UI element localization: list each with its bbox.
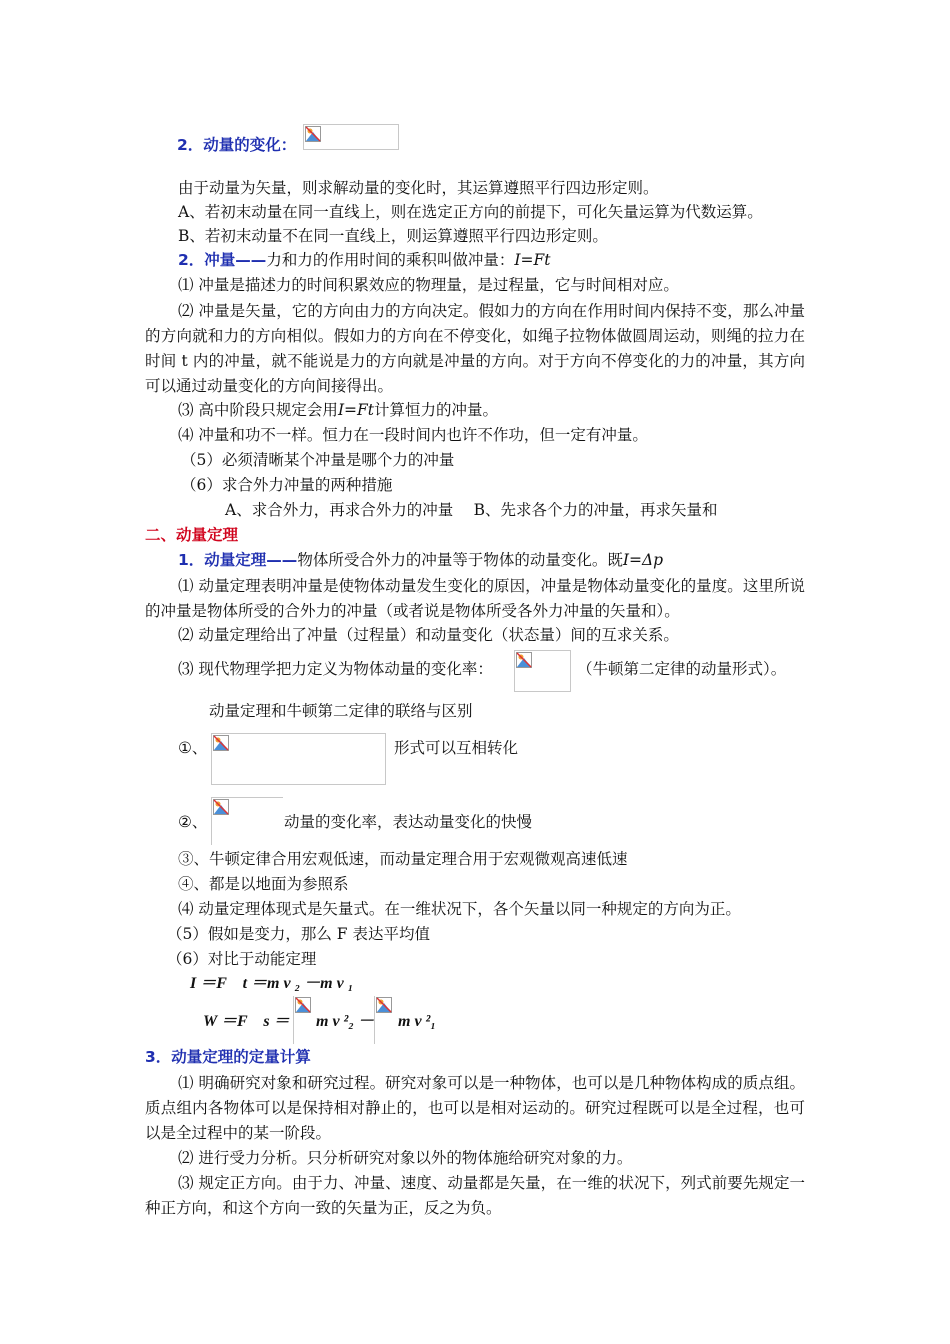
impulse-heading: [178, 249, 550, 271]
text-line: ④、都是以地面为参照系: [178, 875, 349, 893]
formula-image-placeholder: [211, 797, 283, 845]
equation: I ＝F t ＝m v ₂ －m v ₁: [190, 975, 354, 992]
equation: m v ²₁: [398, 1013, 436, 1030]
text-line: ⑷ 动量定理体现式是矢量式。在一维状况下，各个矢量以同一种规定的方向为正。: [178, 900, 741, 918]
formula-image-placeholder: [303, 124, 399, 150]
text-line: ⑴ 冲量是描述力的时间积累效应的物理量，是过程量，它与时间相对应。: [178, 276, 679, 294]
paragraph: ⑴ 动量定理表明冲量是使物体动量发生变化的原因，冲量是物体动量变化的量度。这里所说的冲量是物体所受的合外力的冲量（或者说是物体所受各外力冲量的矢量和）。: [145, 577, 805, 620]
text-line: （牛顿第二定律的动量形式）。: [577, 660, 787, 678]
broken-image-icon: [305, 126, 321, 142]
formula-image-placeholder: [514, 650, 571, 692]
section-heading: 二、动量定理: [145, 526, 239, 544]
text-line: ①、: [178, 739, 208, 757]
text: 计算恒力的冲量。: [374, 401, 499, 419]
heading-term: 动量定理——: [204, 551, 298, 569]
text-line: （5）必须清晰某个冲量是哪个力的冲量: [181, 451, 455, 469]
broken-image-icon: [213, 735, 229, 751]
broken-image-icon: [376, 997, 392, 1013]
text-line: [178, 399, 498, 421]
broken-image-icon: [213, 799, 229, 815]
equation: W ＝F s ＝: [203, 1013, 290, 1030]
heading-number: 2．: [178, 251, 205, 269]
paragraph: ⑵ 冲量是矢量，它的方向由力的方向决定。假如力的方向在作用时间内保持不变，那么冲量的方向就和力的方向相似。假如力的方向在不停变化，如绳子拉物体做圆周运动，则绳的拉力在时间 t 内的冲量，就不能说是力的方向就是冲量的方向。对于方向不停变化的力的冲量，其方向可以通过动量变化的方向间接得出。: [145, 302, 805, 395]
heading-number: 1．: [178, 551, 205, 569]
text: ⑶ 高中阶段只规定会用: [178, 401, 338, 419]
text-line: A、若初末动量在同一直线上，则在选定正方向的前提下，可化矢量运算为代数运算。: [178, 203, 763, 221]
formula: I=Ft: [514, 251, 551, 269]
text-line: （5）假如是变力，那么 F 表达平均值: [167, 925, 430, 943]
heading-text: 力和力的作用时间的乘积叫做冲量：: [266, 251, 515, 269]
text-line: 动量的变化率，表达动量变化的快慢: [284, 813, 533, 831]
theorem-heading: [178, 549, 663, 571]
heading-text: 物体所受合外力的冲量等于物体的动量变化。既: [297, 551, 623, 569]
text-line: 由于动量为矢量，则求解动量的变化时，其运算遵照平行四边形定则。: [178, 179, 659, 197]
text-line: ⑷ 冲量和功不一样。恒力在一段时间内也许不作功，但一定有冲量。: [178, 426, 648, 444]
formula: I=Δp: [622, 551, 664, 569]
formula-image-placeholder: [374, 996, 393, 1044]
text-line: ⑵ 进行受力分析。只分析研究对象以外的物体施给研究对象的力。: [178, 1149, 633, 1167]
broken-image-icon: [516, 652, 532, 668]
formula: I=Ft: [337, 401, 375, 419]
momentum-change-heading: 2．动量的变化：: [177, 136, 297, 154]
text-line: B、若初末动量不在同一直线上，则运算遵照平行四边形定则。: [178, 227, 608, 245]
text-line: （6）求合外力冲量的两种措施: [181, 476, 393, 494]
text-line: ②、: [178, 813, 208, 831]
broken-image-icon: [295, 997, 311, 1013]
calc-heading: 3．动量定理的定量计算: [145, 1048, 311, 1066]
paragraph: ⑶ 规定正方向。由于力、冲量、速度、动量都是矢量，在一维的状况下，列式前要先规定一种正方向，和这个方向一致的矢量为正，反之为负。: [145, 1174, 805, 1217]
text-line: （6）对比于动能定理: [167, 950, 317, 968]
text-line: ⑶ 现代物理学把力定义为物体动量的变化率：: [178, 660, 493, 678]
formula-image-placeholder: [293, 996, 312, 1044]
text-line: ③、牛顿定律合用宏观低速，而动量定理合用于宏观微观高速低速: [178, 850, 628, 868]
text-line: A、求合外力，再求合外力的冲量 B、先求各个力的冲量，再求矢量和: [225, 501, 718, 519]
paragraph: ⑴ 明确研究对象和研究过程。研究对象可以是一种物体，也可以是几种物体构成的质点组。质点组内各物体可以是保持相对静止的，也可以是相对运动的。研究过程既可以是全过程，也可以是全过程中的某一阶段。: [145, 1074, 805, 1142]
text-line: 动量定理和牛顿第二定律的联络与区别: [209, 702, 473, 720]
text-line: ⑵ 动量定理给出了冲量（过程量）和动量变化（状态量）间的互求关系。: [178, 626, 679, 644]
heading-term: 冲量——: [204, 251, 267, 269]
formula-image-placeholder: [211, 733, 386, 785]
equation: m v ²₂ －: [316, 1013, 374, 1030]
text-line: 形式可以互相转化: [394, 739, 519, 757]
